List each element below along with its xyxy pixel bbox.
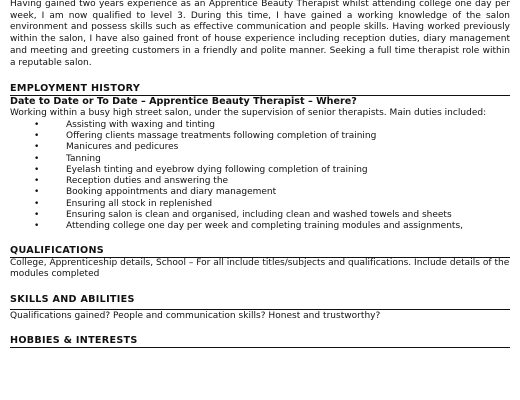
hobbies-heading: HOBBIES & INTERESTS — [10, 335, 510, 348]
employment-heading: EMPLOYMENT HISTORY — [10, 83, 510, 96]
list-item — [10, 131, 510, 142]
employment-section — [10, 83, 510, 232]
list-item — [10, 210, 510, 221]
job-title: Date to Date or To Date – Apprentice Beauty Therapist – Where? — [10, 96, 357, 108]
bullet-icon: • — [34, 119, 40, 130]
bullet-icon: • — [34, 210, 40, 220]
bullet-icon: • — [34, 130, 40, 141]
duty-text: Tanning — [66, 153, 101, 164]
duty-text: Eyelash tinting and eyebrow dying following completion of training — [66, 164, 368, 175]
duty-text: Assisting with waxing and tinting — [66, 119, 215, 130]
duty-text: Attending college one day per week and completing training modules and assignments, — [66, 221, 464, 232]
list-item — [10, 120, 510, 131]
list-item — [10, 176, 510, 187]
qualifications-section — [10, 245, 510, 281]
skills-section — [10, 294, 510, 323]
list-item — [10, 187, 510, 198]
job-intro: Working within a busy high street salon, under the supervision of senior therapists. Main duties included: — [10, 107, 487, 118]
bullet-icon: • — [34, 221, 40, 232]
qualifications-heading: QUALIFICATIONS — [10, 245, 510, 258]
duty-text: Manicures and pedicures — [66, 142, 179, 153]
duty-text: Offering clients massage treatments following completion of training — [66, 130, 377, 141]
duty-text: Reception duties and answering the — [66, 176, 229, 187]
bullet-icon: • — [34, 153, 40, 164]
bullet-icon: • — [34, 176, 40, 187]
bullet-icon: • — [34, 142, 40, 153]
duty-text: Ensuring salon is clean and organised, including clean and washed towels and sheets — [66, 210, 452, 220]
duty-text: Ensuring all stock in replenished — [66, 198, 213, 209]
duty-text: Booking appointments and diary management — [66, 187, 277, 198]
profile-paragraph: Having gained two years experience as an Apprentice Beauty Therapist whilst attending college one day per week, I am now qualified to level 3. During this time, I have gained a working knowledge of the salon environment and possess skills such as effective communication and people skills. Having worked previously within the salon, I have also gained front of house experience including reception duties, diary management and meeting and greeting customers in a friendly and polite manner. Seeking a full time therapist role within a reputable salon. — [10, 0, 510, 68]
skills-text: Qualifications gained? People and communication skills? Honest and trustworthy? — [10, 309, 510, 323]
qualifications-text: College, Apprenticeship details, School – For all include titles/subjects and qualifications. Include details of the modules completed — [10, 257, 510, 280]
list-item — [10, 154, 510, 165]
bullet-icon: • — [34, 187, 40, 198]
duties-list — [10, 120, 510, 233]
hobbies-section — [10, 335, 510, 348]
list-item — [10, 142, 510, 153]
list-item — [10, 221, 510, 232]
bullet-icon: • — [34, 164, 40, 175]
bullet-icon: • — [34, 198, 40, 209]
list-item — [10, 165, 510, 176]
skills-heading: SKILLS AND ABILITIES — [10, 294, 135, 305]
list-item — [10, 199, 510, 210]
